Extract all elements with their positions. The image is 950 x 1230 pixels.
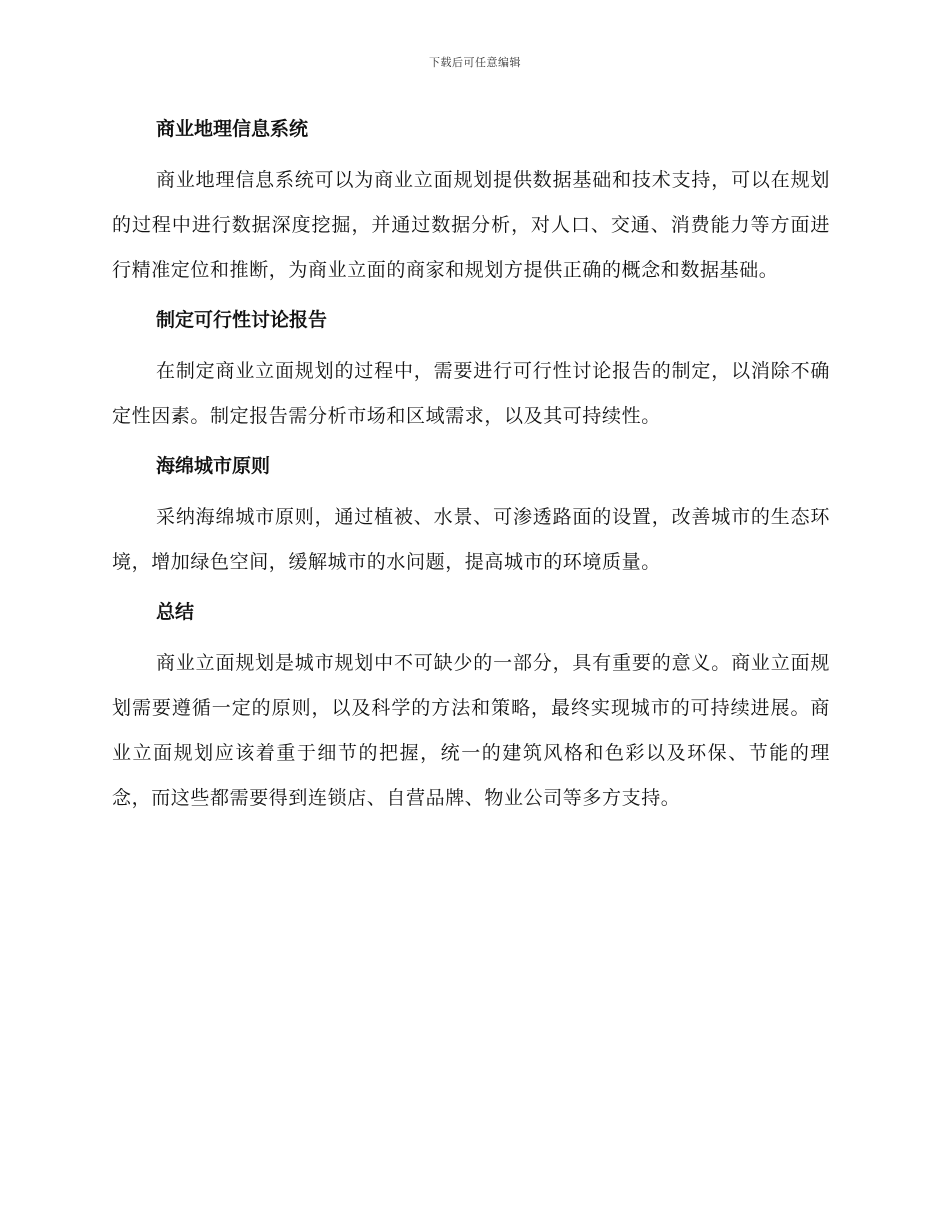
section-heading-sponge-city: 海绵城市原则 bbox=[156, 455, 271, 477]
header-note: 下载后可任意编辑 bbox=[429, 56, 521, 69]
document-body bbox=[112, 112, 830, 831]
section-heading-feasibility-report: 制定可行性讨论报告 bbox=[156, 309, 328, 331]
section-paragraph-gis: 商业地理信息系统可以为商业立面规划提供数据基础和技术支持，可以在规划的过程中进行数据深度挖掘，并通过数据分析，对人口、交通、消费能力等方面进行精准定位和推断，为商业立面的商家和规划方提供正确的概念和数据基础。 bbox=[112, 169, 830, 281]
section-heading-gis: 商业地理信息系统 bbox=[156, 118, 309, 140]
section-paragraph-summary: 商业立面规划是城市规划中不可缺少的一部分，具有重要的意义。商业立面规划需要遵循一定的原则，以及科学的方法和策略，最终实现城市的可持续进展。商业立面规划应该着重于细节的把握，统一的建筑风格和色彩以及环保、节能的理念，而这些都需要得到连锁店、自营品牌、物业公司等多方支持。 bbox=[112, 652, 830, 809]
section-heading-summary: 总结 bbox=[156, 601, 195, 623]
section-paragraph-sponge-city: 采纳海绵城市原则，通过植被、水景、可渗透路面的设置，改善城市的生态环境，增加绿色空间，缓解城市的水问题，提高城市的环境质量。 bbox=[112, 506, 830, 573]
section-paragraph-feasibility-report: 在制定商业立面规划的过程中，需要进行可行性讨论报告的制定，以消除不确定性因素。制定报告需分析市场和区域需求，以及其可持续性。 bbox=[112, 360, 830, 427]
